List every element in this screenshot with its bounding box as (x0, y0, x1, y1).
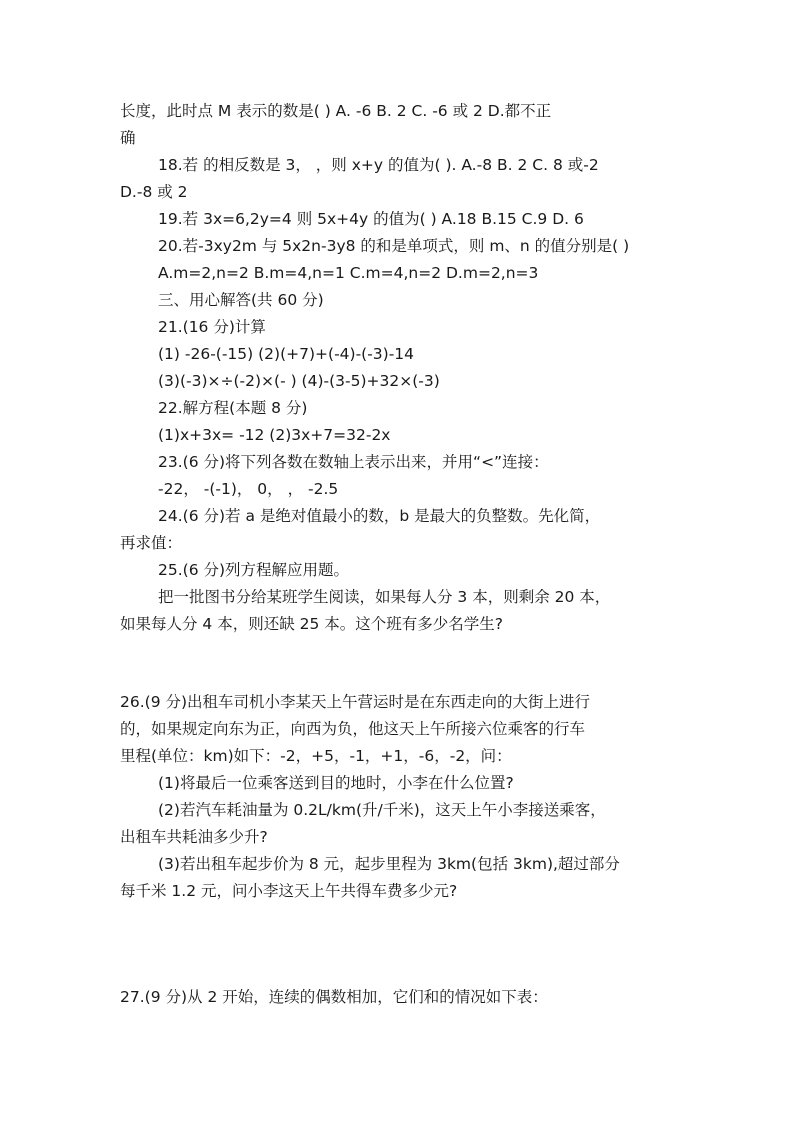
question-19: 19.若 3x=6,2y=4 则 5x+4y 的值为( ) A.18 B.15 C.9 D. 6 (158, 210, 584, 228)
text-line-q17-options-cont: 确 (120, 129, 136, 147)
question-26-part-3: (3)若出租车起步价为 8 元，起步里程为 3km(包括 3km),超过部分 (158, 855, 620, 873)
question-26-part-3-cont: 每千米 1.2 元，问小李这天上午共得车费多少元? (120, 882, 458, 900)
question-26-part-2: (2)若汽车耗油量为 0.2L/km(升/千米)，这天上午小李接送乘客， (158, 801, 606, 819)
question-24-cont: 再求值： (120, 534, 183, 552)
question-21: 21.(16 分)计算 (158, 318, 266, 336)
question-22: 22.解方程(本题 8 分) (158, 399, 308, 417)
question-18: 18.若 的相反数是 3， ，则 x+y 的值为( ). A.-8 B. 2 C. 8 或-2 (158, 156, 599, 174)
question-21-parts-3-4: (3)(-3)×÷(-2)×(- ) (4)-(3-5)+32×(-3) (158, 372, 440, 390)
question-24: 24.(6 分)若 a 是绝对值最小的数，b 是最大的负整数。先化简， (158, 507, 601, 525)
section-heading-3: 三、用心解答(共 60 分) (158, 291, 324, 309)
question-18-cont: D.-8 或 2 (120, 183, 188, 201)
question-25-text-cont: 如果每人分 4 本，则还缺 25 本。这个班有多少名学生? (120, 615, 504, 633)
question-23-numbers: -22， -(-1)， 0， ， -2.5 (158, 480, 339, 498)
question-26: 26.(9 分)出租车司机小李某天上午营运时是在东西走向的大街上进行 (120, 693, 591, 711)
question-20-options: A.m=2,n=2 B.m=4,n=1 C.m=4,n=2 D.m=2,n=3 (158, 264, 539, 282)
question-22-parts: (1)x+3x= -12 (2)3x+7=32-2x (158, 426, 391, 444)
question-26-part-2-cont: 出租车共耗油多少升? (120, 828, 268, 846)
question-25-text: 把一批图书分给某班学生阅读，如果每人分 3 本，则剩余 20 本， (158, 588, 611, 606)
question-26-part-1: (1)将最后一位乘客送到目的地时，小李在什么位置? (158, 774, 514, 792)
question-27: 27.(9 分)从 2 开始，连续的偶数相加，它们和的情况如下表： (120, 988, 548, 1006)
question-25: 25.(6 分)列方程解应用题。 (158, 561, 350, 579)
question-23: 23.(6 分)将下列各数在数轴上表示出来，并用“<”连接： (158, 453, 549, 471)
question-20: 20.若-3xy2m 与 5x2n-3y8 的和是单项式，则 m、n 的值分别是( ) (158, 237, 630, 255)
question-26-cont-2: 里程(单位：km)如下：-2，+5，-1，+1，-6，-2，问： (120, 747, 512, 765)
question-26-cont-1: 的，如果规定向东为正，向西为负，他这天上午所接六位乘客的行车 (120, 720, 586, 738)
question-21-parts-1-2: (1) -26-(-15) (2)(+7)+(-4)-(-3)-14 (158, 345, 415, 363)
text-line-q17-options: 长度，此时点 M 表示的数是( ) A. -6 B. 2 C. -6 或 2 D.都不正 (120, 102, 552, 120)
